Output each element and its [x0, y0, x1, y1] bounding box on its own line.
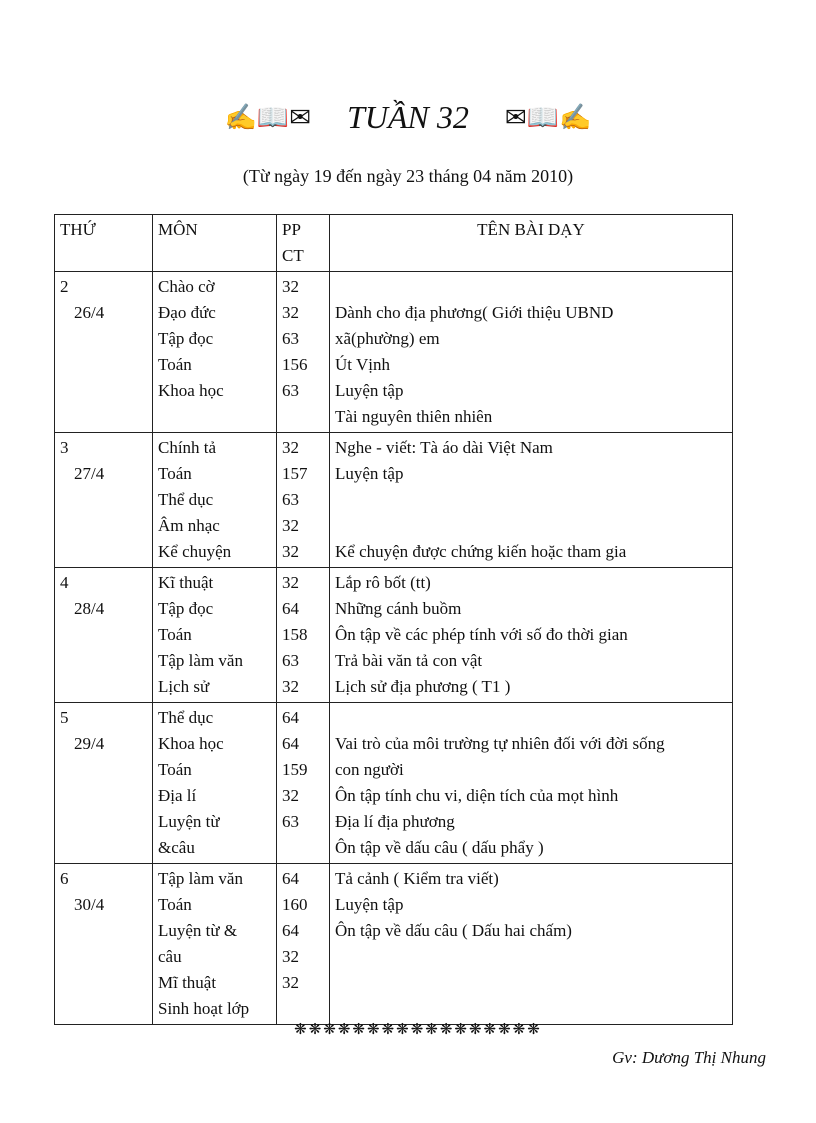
ppct-number: 63	[282, 329, 299, 348]
lesson-title: Trả bài văn tả con vật	[335, 651, 483, 670]
day-date: 28/4	[74, 599, 105, 618]
table-row	[55, 433, 733, 568]
ppct-cell	[277, 864, 330, 1025]
ppct-cell	[277, 272, 330, 433]
teacher-signature: Gv: Dương Thị Nhung	[612, 1048, 766, 1067]
lesson-title: Luyện tập	[335, 464, 404, 483]
table-row	[55, 272, 733, 433]
subject-cell	[153, 568, 277, 703]
day-number: 2	[60, 277, 69, 296]
subject-name: Chào cờ	[158, 277, 215, 296]
subject-name: Toán	[158, 464, 192, 483]
ppct-number: 32	[282, 677, 299, 696]
lesson-title	[335, 487, 727, 513]
lesson-cell	[330, 568, 733, 703]
day-date: 26/4	[74, 303, 105, 322]
lesson-title: Luyện tập	[335, 381, 404, 400]
schedule-body	[55, 272, 733, 1025]
ppct-number: 64	[282, 708, 299, 727]
lesson-title: Ôn tập về dấu câu ( dấu phẩy )	[335, 838, 544, 857]
subject-name: Kĩ thuật	[158, 573, 214, 592]
subject-name: Kể chuyện	[158, 542, 232, 561]
ppct-number: 64	[282, 869, 299, 888]
header-ppct-label: PPCT	[282, 220, 304, 265]
lesson-title: Luyện tập	[335, 895, 404, 914]
subject-name: Tập làm văn	[158, 651, 243, 670]
header-ppct	[277, 215, 330, 272]
ppct-number: 160	[282, 895, 308, 914]
day-cell	[55, 864, 153, 1025]
day-cell	[55, 272, 153, 433]
subject-name: Âm nhạc	[158, 516, 220, 535]
ppct-number: 157	[282, 464, 308, 483]
ppct-number: 32	[282, 786, 299, 805]
subject-name: Toán	[158, 760, 192, 779]
table-row	[55, 568, 733, 703]
ppct-number: 63	[282, 812, 299, 831]
lesson-cell	[330, 703, 733, 864]
lesson-title: Nghe - viết: Tà áo dài Việt Nam	[335, 438, 553, 457]
ppct-number: 63	[282, 651, 299, 670]
day-number: 5	[60, 708, 69, 727]
ppct-number: 63	[282, 490, 299, 509]
subject-name: Luyện từ &	[158, 921, 238, 940]
subject-name: Toán	[158, 625, 192, 644]
ppct-number: 159	[282, 760, 308, 779]
subject-name: Chính tả	[158, 438, 217, 457]
lesson-title	[335, 513, 727, 539]
book-pen-ornament-right-icon: ✉📖✍	[504, 102, 592, 132]
lesson-title: xã(phường) em	[335, 329, 440, 348]
subject-name: Sinh hoạt lớp	[158, 999, 250, 1018]
lesson-cell	[330, 864, 733, 1025]
ppct-number: 64	[282, 599, 299, 618]
subject-name: Tập đọc	[158, 329, 214, 348]
header-ten-bai-day: TÊN BÀI DẠY	[330, 215, 733, 272]
table-header-row	[55, 215, 733, 272]
day-number: 4	[60, 573, 69, 592]
lesson-title: Lắp rô bốt (tt)	[335, 573, 431, 592]
ppct-number: 63	[282, 381, 299, 400]
subject-name: Thể dục	[158, 490, 214, 509]
subject-cell	[153, 272, 277, 433]
ppct-cell	[277, 703, 330, 864]
lesson-title: Ôn tập về các phép tính với số đo thời gian	[335, 625, 628, 644]
lesson-cell	[330, 433, 733, 568]
subject-name: Lịch sử	[158, 677, 210, 696]
ppct-number: 32	[282, 947, 299, 966]
subject-cell	[153, 703, 277, 864]
subject-name: Mĩ thuật	[158, 973, 217, 992]
lesson-title: Kể chuyện được chứng kiến hoặc tham gia	[335, 542, 627, 561]
subject-name: Tập làm văn	[158, 869, 243, 888]
page-title: TUẦN 32	[347, 99, 469, 136]
header-thu: THỨ	[55, 215, 153, 272]
subject-name: &câu	[158, 838, 195, 857]
subject-cell	[153, 433, 277, 568]
day-date: 30/4	[74, 895, 105, 914]
lesson-title: Vai trò của môi trường tự nhiên đối với đời sống	[335, 734, 665, 753]
lesson-title: Những cánh buồm	[335, 599, 462, 618]
subject-name: Toán	[158, 355, 192, 374]
date-range-subtitle: (Từ ngày 19 đến ngày 23 tháng 04 năm 2010)	[242, 166, 574, 186]
day-date: 29/4	[74, 734, 105, 753]
book-pen-ornament-left-icon: ✍📖✉	[224, 102, 312, 132]
ppct-cell	[277, 433, 330, 568]
lesson-title: Tài nguyên thiên nhiên	[335, 407, 493, 426]
star-divider: ❋❋❋❋❋❋❋❋❋❋❋❋❋❋❋❋❋	[294, 1022, 542, 1038]
ppct-number: 156	[282, 355, 308, 374]
ppct-number: 32	[282, 303, 299, 322]
subject-cell	[153, 864, 277, 1025]
day-cell	[55, 703, 153, 864]
table-row	[55, 864, 733, 1025]
lesson-title: Địa lí địa phương	[335, 812, 455, 831]
subject-name: Khoa học	[158, 381, 224, 400]
weekly-schedule-table	[54, 214, 733, 1025]
ppct-number: 64	[282, 734, 299, 753]
lesson-title: Dành cho địa phương( Giới thiệu UBND	[335, 303, 614, 322]
day-number: 3	[60, 438, 69, 457]
lesson-title	[335, 274, 727, 300]
subject-name: Địa lí	[158, 786, 197, 805]
ppct-number: 32	[282, 542, 299, 561]
ppct-number: 32	[282, 438, 299, 457]
ppct-number: 32	[282, 973, 299, 992]
day-number: 6	[60, 869, 69, 888]
ppct-number: 64	[282, 921, 299, 940]
ppct-number: 158	[282, 625, 308, 644]
lesson-title: Ôn tập về dấu câu ( Dấu hai chấm)	[335, 921, 572, 940]
header-mon: MÔN	[153, 215, 277, 272]
subject-name: Tập đọc	[158, 599, 214, 618]
ppct-number: 32	[282, 277, 299, 296]
lesson-title: Tả cảnh ( Kiểm tra viết)	[335, 869, 499, 888]
subject-name: Toán	[158, 895, 192, 914]
lesson-title: Lịch sử địa phương ( T1 )	[335, 677, 511, 696]
ppct-number: 32	[282, 573, 299, 592]
day-date: 27/4	[74, 464, 105, 483]
ppct-number: 32	[282, 516, 299, 535]
subject-name: Khoa học	[158, 734, 224, 753]
lesson-title: Ôn tập tính chu vi, diện tích của mọt hình	[335, 786, 619, 805]
subject-name: Luyện từ	[158, 812, 220, 831]
day-cell	[55, 568, 153, 703]
lesson-title: Út Vịnh	[335, 355, 390, 374]
subject-name: Đạo đức	[158, 303, 216, 322]
lesson-title: con người	[335, 760, 404, 779]
page-header	[0, 96, 816, 136]
lesson-cell	[330, 272, 733, 433]
subject-name: Thể dục	[158, 708, 214, 727]
subject-name: câu	[158, 947, 182, 966]
table-row	[55, 703, 733, 864]
lesson-title	[335, 705, 727, 731]
ppct-cell	[277, 568, 330, 703]
day-cell	[55, 433, 153, 568]
